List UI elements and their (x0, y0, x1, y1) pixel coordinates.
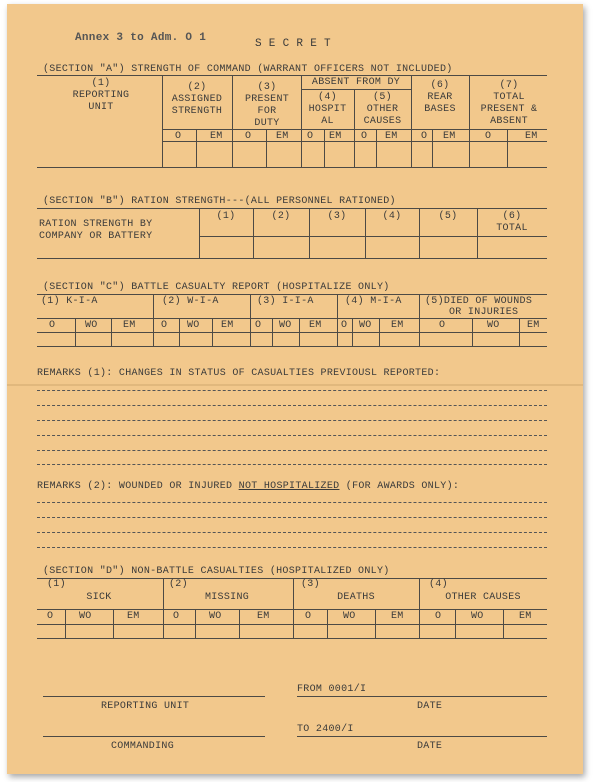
wia-em: EM (221, 320, 234, 331)
ration-col-6: (6) (502, 211, 522, 222)
remarks-2-line (37, 532, 547, 533)
section-a-top-rule (37, 75, 547, 76)
section-d-divider (293, 578, 294, 638)
remarks-1-line (37, 435, 547, 436)
remarks-2-line (37, 547, 547, 548)
section-c-sub-divider (352, 318, 353, 346)
other-em: EM (519, 611, 532, 622)
wia-o: O (161, 320, 168, 331)
section-c-sub-rule (37, 318, 547, 319)
section-c-sub-divider (212, 318, 213, 346)
ration-col-4: (4) (382, 211, 402, 222)
section-c-sub-divider (472, 318, 473, 346)
section-d-title: (SECTION "D") NON-BATTLE CASUALTIES (HOSPITALIZED ONLY) (43, 566, 390, 577)
section-d-sub-divider (375, 609, 376, 638)
document-page (7, 4, 583, 774)
section-a-sub-divider (266, 129, 267, 167)
deaths-wo: WO (343, 611, 356, 622)
other-causes-num: (4) (429, 579, 448, 590)
missing-wo: WO (209, 611, 222, 622)
missing-o: O (173, 611, 180, 622)
kia-label: (1) K-I-A (41, 296, 98, 307)
section-c-divider (337, 294, 338, 346)
ration-col-3: (3) (327, 211, 347, 222)
section-c-top-rule (37, 294, 547, 295)
sub-header-o: O (175, 131, 182, 142)
reporting-unit-signature-line (43, 696, 265, 697)
section-c-sub-divider (519, 318, 520, 346)
not-hospitalized-underlined: NOT HOSPITALIZED (238, 481, 340, 492)
section-c-sub-divider (179, 318, 180, 346)
section-c-bottom-rule (37, 346, 547, 347)
col-hospital: (4) HOSPIT AL (308, 92, 347, 127)
section-d-divider (163, 578, 164, 638)
to-time: TO 2400/I (297, 724, 354, 735)
section-d-divider (419, 578, 420, 638)
col-assigned-strength: (2) ASSIGNED STRENGTH (171, 82, 223, 117)
sub-header-o: O (307, 131, 314, 142)
or-injuries-label: OR INJURIES (449, 307, 519, 318)
col-total-present-absent: (7) TOTAL PRESENT & ABSENT (480, 80, 538, 127)
date-line (297, 696, 547, 697)
ration-col-1: (1) (216, 211, 236, 222)
missing-em: EM (257, 611, 270, 622)
sick-o: O (47, 611, 54, 622)
sub-header-em: EM (443, 131, 456, 142)
col-absent-from-duty: ABSENT FROM DY (311, 77, 401, 88)
sub-header-o: O (421, 131, 428, 142)
deaths-o: O (305, 611, 312, 622)
iia-label: (3) I-I-A (257, 296, 314, 307)
section-a-sub-divider (324, 129, 325, 167)
section-d-sub-divider (195, 609, 196, 638)
ration-total-label: TOTAL (496, 223, 528, 234)
sub-header-em: EM (210, 131, 223, 142)
kia-em: EM (123, 320, 136, 331)
remarks-1-line (37, 390, 547, 391)
sub-header-em: EM (525, 131, 538, 142)
section-c-sub-divider (299, 318, 300, 346)
other-o: O (435, 611, 442, 622)
section-a-sub-divider (507, 129, 508, 167)
section-a-sub-rule (162, 129, 547, 130)
died-o: O (439, 320, 446, 331)
missing-num: (2) (169, 579, 188, 590)
classification-label: S E C R E T (255, 38, 331, 50)
section-a-title: (SECTION "A") STRENGTH OF COMMAND (WARRANT OFFICERS NOT INCLUDED) (43, 64, 453, 75)
section-b-top-rule (37, 208, 547, 209)
section-b-title: (SECTION "B") RATION STRENGTH---(ALL PERSONNEL RATIONED) (43, 196, 396, 207)
section-a-sub-divider (432, 129, 433, 167)
section-d-sub-divider (327, 609, 328, 638)
remarks-1-line (37, 450, 547, 451)
section-d-sub-divider (455, 609, 456, 638)
died-em: EM (527, 320, 540, 331)
reporting-unit-caption: REPORTING UNIT (101, 701, 190, 712)
iia-wo: WO (279, 320, 292, 331)
kia-o: O (49, 320, 56, 331)
sub-header-em: EM (276, 131, 289, 142)
section-c-divider (153, 294, 154, 346)
died-wounds-label: (5)DIED OF WOUNDS (425, 296, 533, 307)
from-time: FROM 0001/I (297, 684, 367, 695)
section-c-sub-divider (379, 318, 380, 346)
kia-wo: WO (85, 320, 98, 331)
remarks-2-line (37, 502, 547, 503)
deaths-num: (3) (301, 579, 320, 590)
section-c-sub-rule (37, 332, 547, 333)
died-wo: WO (487, 320, 500, 331)
remarks-2-line (37, 517, 547, 518)
remarks-1-line (37, 464, 547, 465)
annex-label: Annex 3 to Adm. O 1 (75, 32, 207, 44)
section-b-mid-rule (199, 236, 547, 237)
ration-strength-label: RATION STRENGTH BY (39, 219, 153, 230)
ration-col-2: (2) (271, 211, 291, 222)
date-caption: DATE (417, 701, 443, 712)
remarks-1-line (37, 420, 547, 421)
sick-num: (1) (47, 579, 66, 590)
remarks-1-label: REMARKS (1): CHANGES IN STATUS OF CASUALTIES PREVIOUSL REPORTED: (37, 368, 441, 379)
sick-wo: WO (79, 611, 92, 622)
remarks-1-line (37, 405, 547, 406)
section-b-bottom-rule (37, 258, 547, 259)
deaths-em: EM (391, 611, 404, 622)
deaths-label: DEATHS (337, 592, 375, 603)
mia-em: EM (391, 320, 404, 331)
iia-o: O (255, 320, 262, 331)
sick-em: EM (127, 611, 140, 622)
other-wo: WO (471, 611, 484, 622)
section-d-bottom-rule (37, 638, 547, 639)
sub-header-o: O (245, 131, 252, 142)
section-c-sub-divider (111, 318, 112, 346)
wia-wo: WO (187, 320, 200, 331)
section-c-title: (SECTION "C") BATTLE CASUALTY REPORT (HOSPITALIZE ONLY) (43, 282, 390, 293)
other-causes-label: OTHER CAUSES (445, 592, 521, 603)
section-d-sub-divider (113, 609, 114, 638)
mia-wo: WO (359, 320, 372, 331)
section-d-sub-divider (239, 609, 240, 638)
sub-header-o: O (361, 131, 368, 142)
col-present-for-duty: (3) PRESENT FOR DUTY (244, 82, 290, 129)
remarks-2-label: REMARKS (2): WOUNDED OR INJURED NOT HOSPITALIZED (FOR AWARDS ONLY): (37, 481, 460, 492)
date-line (297, 736, 547, 737)
commanding-caption: COMMANDING (111, 741, 175, 752)
section-a-bottom-rule (37, 167, 547, 168)
col-rear-bases: (6) REAR BASES (424, 80, 456, 115)
missing-label: MISSING (204, 592, 250, 603)
iia-em: EM (309, 320, 322, 331)
ration-col-5: (5) (438, 211, 458, 222)
mia-label: (4) M-I-A (345, 296, 402, 307)
wia-label: (2) W-I-A (162, 296, 219, 307)
sub-header-em: EM (329, 131, 342, 142)
section-c-sub-divider (272, 318, 273, 346)
date-caption: DATE (417, 741, 443, 752)
sub-header-o: O (485, 131, 492, 142)
section-c-divider (419, 294, 420, 346)
sick-label: SICK (86, 592, 112, 603)
section-d-top-rule (37, 578, 547, 579)
company-battery-label: COMPANY OR BATTERY (39, 231, 153, 242)
commanding-signature-line (43, 736, 265, 737)
section-c-sub-divider (75, 318, 76, 346)
section-a-sub-divider (376, 129, 377, 167)
mia-o: O (341, 320, 348, 331)
section-a-sub-divider (196, 129, 197, 167)
section-c-divider (250, 294, 251, 346)
section-d-sub-divider (65, 609, 66, 638)
col-reporting-unit: (1) REPORTING UNIT (72, 78, 130, 113)
sub-header-em: EM (385, 131, 398, 142)
col-other-causes: (5) OTHER CAUSES (363, 92, 402, 127)
section-d-sub-divider (503, 609, 504, 638)
absent-group-rule (301, 89, 411, 90)
